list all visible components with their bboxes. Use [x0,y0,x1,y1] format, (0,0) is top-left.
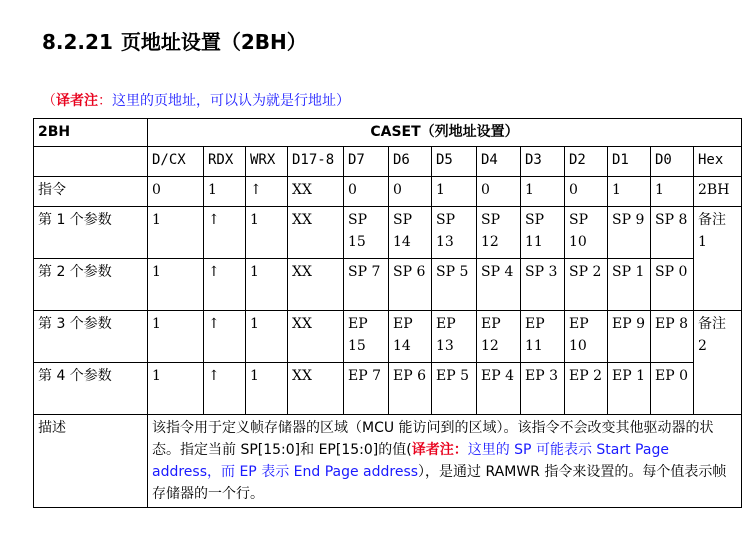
column-header: WRX [246,147,288,177]
table-cell: SP 4 [477,259,521,311]
row-label: 第 2 个参数 [34,259,148,311]
table-cell: 1 [432,177,477,207]
translator-note [42,90,350,110]
table-cell: 1 [608,177,651,207]
table-cell: ↑ [204,363,246,415]
header-blank [34,147,148,177]
table-cell: EP 9 [608,311,651,363]
table-cell: 2BH [694,177,742,207]
table-cell: 0 [148,177,204,207]
command-name: CASET（列地址设置） [148,119,742,147]
desc-note-colon: ： [453,442,468,458]
table-cell: XX [288,311,344,363]
desc-note-label: 译者注 [411,442,454,458]
table-cell: SP 5 [432,259,477,311]
table-cell: EP 13 [432,311,477,363]
table-cell: SP 1 [608,259,651,311]
table-cell: ↑ [246,177,288,207]
table-cell: XX [288,207,344,259]
hex-note: 备注 1 [694,207,742,311]
note-text: 这里的页地址，可以认为就是行地址） [112,93,350,109]
table-cell: SP 7 [344,259,389,311]
table-cell: SP 6 [389,259,432,311]
row-label: 指令 [34,177,148,207]
column-header: D3 [521,147,565,177]
table-cell: EP 7 [344,363,389,415]
table-cell: SP 15 [344,207,389,259]
column-header: D6 [389,147,432,177]
table-cell: EP 11 [521,311,565,363]
table-cell: SP 14 [389,207,432,259]
table-cell: 1 [148,363,204,415]
table-cell: SP 13 [432,207,477,259]
table-cell: XX [288,259,344,311]
desc-note-text: 这里的 SP 可能表示 Start Page address，而 EP 表示 End Page address [152,442,669,480]
table-cell: EP 6 [389,363,432,415]
description-text [148,415,742,508]
column-header: D5 [432,147,477,177]
note-colon: ： [98,93,112,109]
column-header: RDX [204,147,246,177]
table-cell: SP 2 [565,259,608,311]
table-cell: EP 1 [608,363,651,415]
note-prefix: （ [42,93,56,109]
table-cell: 1 [521,177,565,207]
column-header: Hex [694,147,742,177]
table-cell: 1 [246,259,288,311]
table-cell: ↑ [204,311,246,363]
table-cell: EP 2 [565,363,608,415]
table-cell: 1 [651,177,694,207]
table-cell: SP 12 [477,207,521,259]
table-cell: 1 [148,311,204,363]
row-label: 第 3 个参数 [34,311,148,363]
section-heading [42,26,307,55]
table-cell: 1 [204,177,246,207]
column-header: D17-8 [288,147,344,177]
table-cell: 1 [246,363,288,415]
table-cell: SP 3 [521,259,565,311]
table-cell: 0 [389,177,432,207]
table-cell: EP 5 [432,363,477,415]
table-cell: 1 [246,311,288,363]
command-code: 2BH [34,119,148,147]
table-cell: SP 9 [608,207,651,259]
table-cell: 1 [148,207,204,259]
section-number: 8.2.21 [42,30,113,54]
table-cell: SP 8 [651,207,694,259]
table-cell: ↑ [204,207,246,259]
table-cell: 0 [565,177,608,207]
table-cell: 1 [246,207,288,259]
table-cell: 0 [344,177,389,207]
hex-note: 备注 2 [694,311,742,415]
table-cell: XX [288,363,344,415]
row-label: 第 1 个参数 [34,207,148,259]
column-header: D/CX [148,147,204,177]
table-cell: 0 [477,177,521,207]
section-title: 页地址设置（2BH） [120,30,307,54]
table-cell: ↑ [204,259,246,311]
desc-part-2: ），是通过 RAMWR 指令来设置的。每个值表示帧存储器的一个行。 [152,464,727,502]
table-cell: 1 [148,259,204,311]
command-table [33,118,742,508]
table-cell: EP 8 [651,311,694,363]
column-header: D0 [651,147,694,177]
row-label: 第 4 个参数 [34,363,148,415]
table-cell: XX [288,177,344,207]
table-cell: EP 10 [565,311,608,363]
table-cell: EP 4 [477,363,521,415]
column-header: D2 [565,147,608,177]
table-cell: SP 0 [651,259,694,311]
column-header: D7 [344,147,389,177]
column-header: D4 [477,147,521,177]
desc-part-1: 该指令用于定义帧存储器的区域（MCU 能访问到的区域）。该指令不会改变其他驱动器的状态。指定当前 SP[15:0]和 EP[15:0]的值( [152,420,714,458]
table-cell: EP 15 [344,311,389,363]
table-cell: EP 0 [651,363,694,415]
table-cell: EP 3 [521,363,565,415]
table-cell: SP 10 [565,207,608,259]
note-label: 译者注 [56,93,98,109]
table-cell: EP 12 [477,311,521,363]
table-cell: EP 14 [389,311,432,363]
table-cell: SP 11 [521,207,565,259]
description-label: 描述 [34,415,148,508]
column-header: D1 [608,147,651,177]
